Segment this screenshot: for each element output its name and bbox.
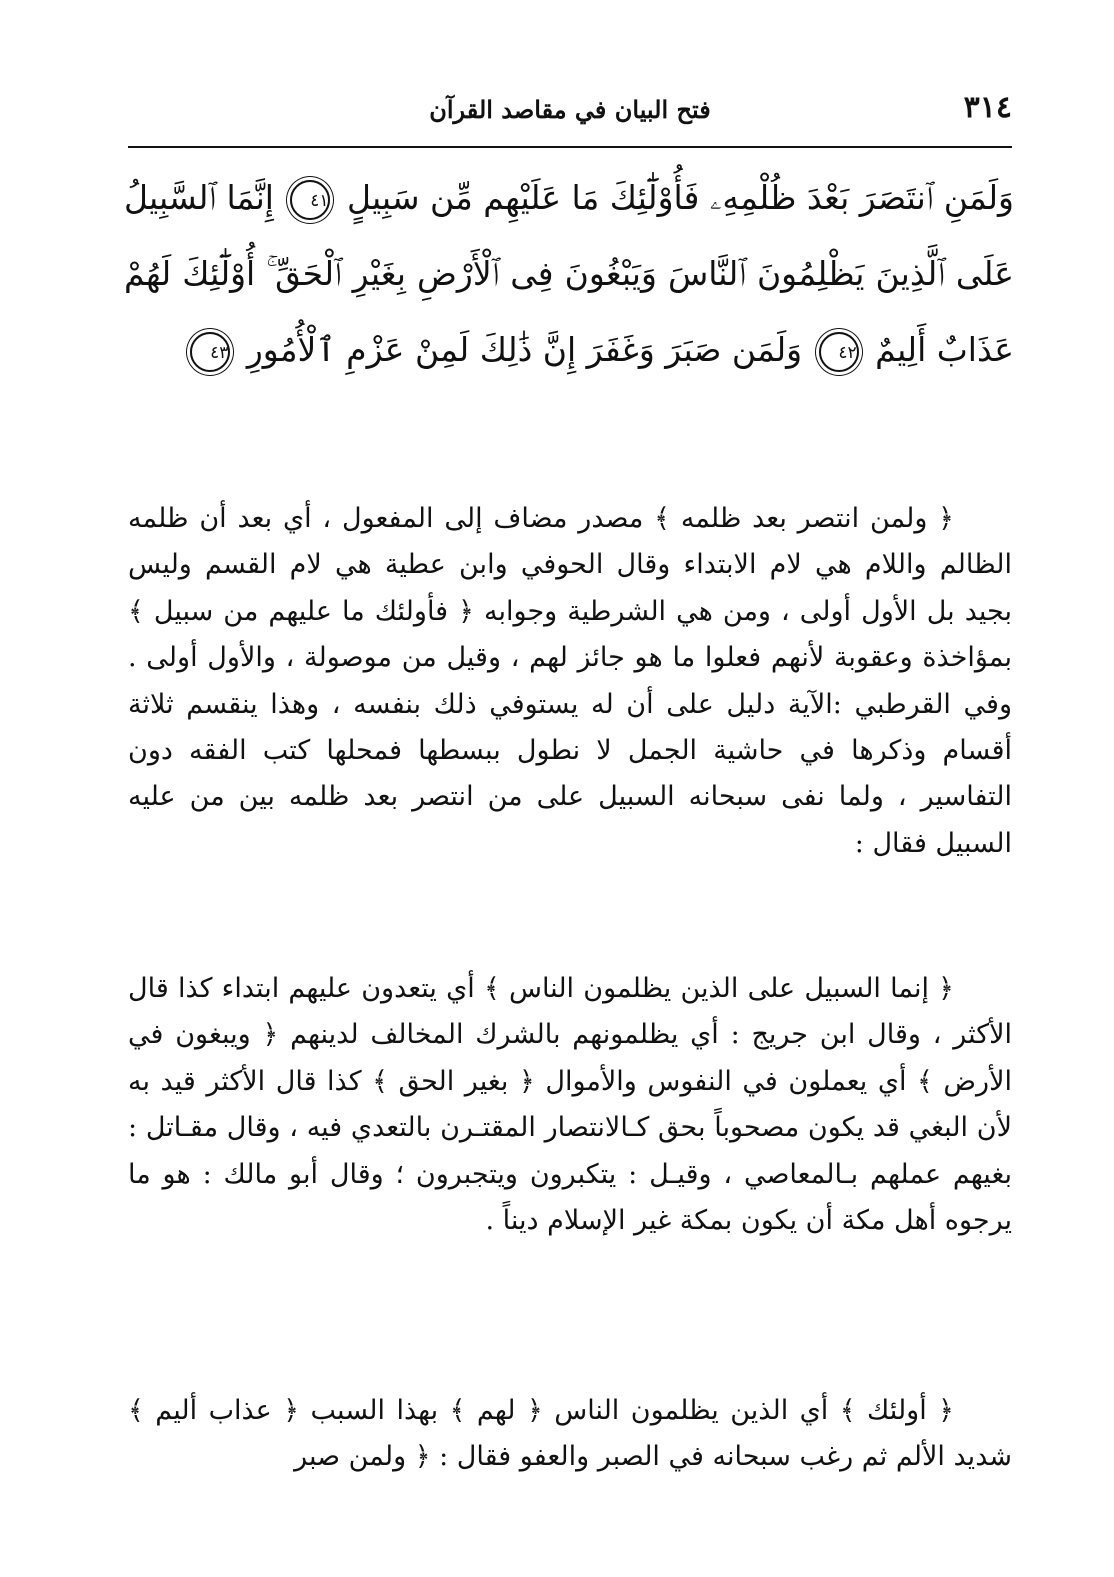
- quran-verse-text: وَلَمَنِ ٱنتَصَرَ بَعْدَ ظُلْمِهِۦ فَأُوْلَٰٓئِكَ مَا عَلَيْهِم مِّن سَبِيلٍ: [346, 178, 1014, 217]
- verse-number-marker: ٤٢: [819, 332, 859, 372]
- verse-number-marker: ٤١: [290, 180, 330, 220]
- running-title: فتح البيان في مقاصد القرآن: [429, 95, 711, 124]
- page-number: ٣١٤: [963, 90, 1012, 125]
- paragraph-text: ﴿ إنما السبيل على الذين يظلمون الناس ﴾ أي يتعدون عليهم ابتداء كذا قال الأكثر ، وقال ابن جريج : أي يظلمونهم بالشرك المخالف لدينهم ﴿ ويبغون في الأرض ﴾ أي يعملون في النفوس والأموال ﴿ بغير الحق ﴾ كذا قال الأكثر قيد به لأن البغي قد يكون مصحوباً بحق كـالانتصار المقتـرن بالتعدي فيه ، وقال مقـاتل : بغيهم عملهم بـالمعاصي ، وقيـل : يتكبرون ويتجبرون ؛ وقال أبو مالك : هو ما يرجوه أهل مكة أن يكون بمكة غير الإسلام ديناً .: [128, 973, 1012, 1237]
- commentary-paragraph: [128, 496, 1012, 867]
- commentary-paragraph: [128, 1388, 1012, 1481]
- page-header: [128, 88, 1012, 140]
- verse-number-marker: ٤٣: [190, 332, 230, 372]
- commentary-paragraph: [128, 966, 1012, 1244]
- quran-verse-text: وَلَمَن صَبَرَ وَغَفَرَ إِنَّ ذَٰلِكَ لَمِنْ عَزْمِ ٱلْأُمُورِ: [246, 330, 803, 369]
- header-divider: [128, 146, 1012, 148]
- paragraph-text: ﴿ أولئك ﴾ أي الذين يظلمون الناس ﴿ لهم ﴾ بهذا السبب ﴿ عذاب أليم ﴾ شديد الألم ثم رغب سبحانه في الصبر والعفو فقال : ﴿ ولمن صبر: [128, 1395, 1012, 1473]
- quran-verse-text: إِنَّمَا ٱلسَّبِيلُ عَلَى ٱلَّذِينَ يَظْلِمُونَ ٱلنَّاسَ وَيَبْغُونَ فِى ٱلْأَرْضِ بِغَيْرِ ٱلْحَقِّ ۚ أُوْلَٰٓئِكَ لَهُمْ عَذَابٌ أَلِيمٌ: [124, 178, 1014, 369]
- paragraph-text: ﴿ ولمن انتصر بعد ظلمه ﴾ مصدر مضاف إلى المفعول ، أي بعد أن ظلمه الظالم واللام هي لام الابتداء وقال الحوفي وابن عطية هي لام القسم وليس بجيد بل الأول أولى ، ومن هي الشرطية وجوابه ﴿ فأولئك ما عليهم من سبيل ﴾ بمؤاخذة وعقوبة لأنهم فعلوا ما هو جائز لهم ، وقيل من موصولة ، والأول أولى . وفي القرطبي :الآية دليل على أن له يستوفي ذلك بنفسه ، وهذا ينقسم ثلاثة أقسام وذكرها في حاشية الجمل لا نطول ببسطها فمحلها كتب الفقه دون التفاسير ، ولما نفى سبحانه السبيل على من انتصر بعد ظلمه بين من عليه السبيل فقال :: [128, 503, 1012, 859]
- quran-verses-block: [124, 160, 1014, 388]
